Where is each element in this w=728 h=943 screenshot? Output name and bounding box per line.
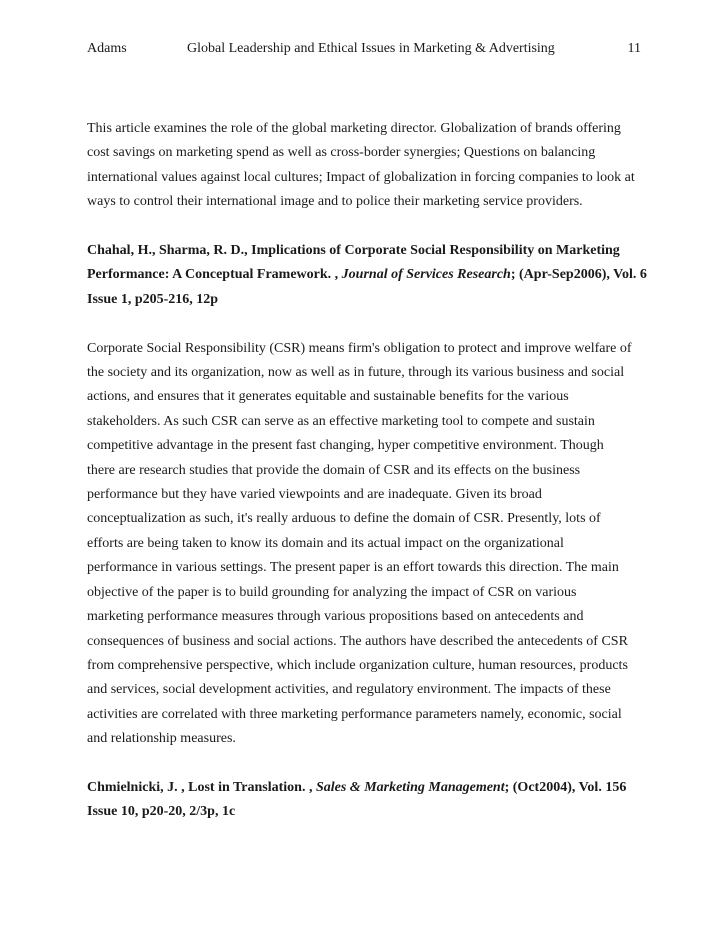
journal-title: Sales & Marketing Management <box>315 779 505 795</box>
text-line: performance in various settings. The present paper is an effort towards this direction. The main <box>87 560 619 576</box>
citation-text: ; (Apr-Sep2006), Vol. 6 <box>510 267 647 283</box>
text-line: actions, and ensures that it generates equitable and sustainable benefits for the various <box>87 389 569 405</box>
journal-title: Journal of Services Research <box>341 267 511 283</box>
text-line: Corporate Social Responsibility (CSR) means firm's obligation to protect and improve welfare of <box>87 340 632 356</box>
text-line: performance but they have varied viewpoints and are inadequate. Given its broad <box>87 487 542 503</box>
citation-line: Issue 1, p205-216, 12p <box>87 291 219 307</box>
citation-chahal <box>87 239 647 312</box>
running-head-author: Adams <box>87 41 127 56</box>
page-number: 11 <box>627 41 641 56</box>
citation-text: Chmielnicki, J. , Lost in Translation. , <box>87 779 316 795</box>
text-line: objective of the paper is to build grounding for analyzing the impact of CSR on various <box>87 584 577 600</box>
body-text <box>87 117 647 849</box>
citation-line: Issue 10, p20-20, 2/3p, 1c <box>87 804 236 820</box>
text-line: competitive advantage in the present fast changing, hyper competitive environment. Though <box>87 438 604 454</box>
citation-text: Performance: A Conceptual Framework. , <box>87 267 342 283</box>
text-line: there are research studies that provide the domain of CSR and its effects on the business <box>87 462 581 478</box>
abstract-paragraph-2 <box>87 337 647 752</box>
text-line: stakeholders. As such CSR can serve as an effective marketing tool to compete and sustain <box>87 413 595 429</box>
citation-line <box>87 776 647 800</box>
text-line: and relationship measures. <box>87 731 236 747</box>
citation-line <box>87 263 647 287</box>
text-line: international values against local cultures; Impact of globalization in forcing companies to look at <box>87 169 635 185</box>
text-line: from comprehensive perspective, which include organization culture, human resources, products <box>87 657 628 673</box>
citation-text: ; (Oct2004), Vol. 156 <box>504 779 627 795</box>
text-line: efforts are being taken to know its domain and its actual impact on the organizational <box>87 535 564 551</box>
text-line: marketing performance measures through various propositions based on antecedents and <box>87 609 584 625</box>
running-head-title: Global Leadership and Ethical Issues in Marketing & Advertising <box>187 41 555 56</box>
running-head <box>87 39 641 59</box>
text-line: This article examines the role of the global marketing director. Globalization of brands offering <box>87 121 621 136</box>
text-line: ways to control their international image and to police their marketing service providers. <box>87 194 583 210</box>
citation-chmielnicki <box>87 776 647 825</box>
text-line: conceptualization as such, it's really arduous to define the domain of CSR. Presently, lots of <box>87 511 601 527</box>
citation-line: Chahal, H., Sharma, R. D., Implications of Corporate Social Responsibility on Marketing <box>87 243 620 259</box>
text-line: and services, social development activities, and regulatory environment. The impacts of these <box>87 682 611 698</box>
text-line: cost savings on marketing spend as well as cross-border synergies; Questions on balancing <box>87 145 596 161</box>
text-line: activities are correlated with three marketing performance parameters namely, economic, social <box>87 706 622 722</box>
text-line: consequences of business and social actions. The authors have described the antecedents of CSR <box>87 633 628 649</box>
abstract-paragraph-1 <box>87 117 647 215</box>
text-line: the society and its organization, now as well as in future, through its various business and social <box>87 365 625 381</box>
